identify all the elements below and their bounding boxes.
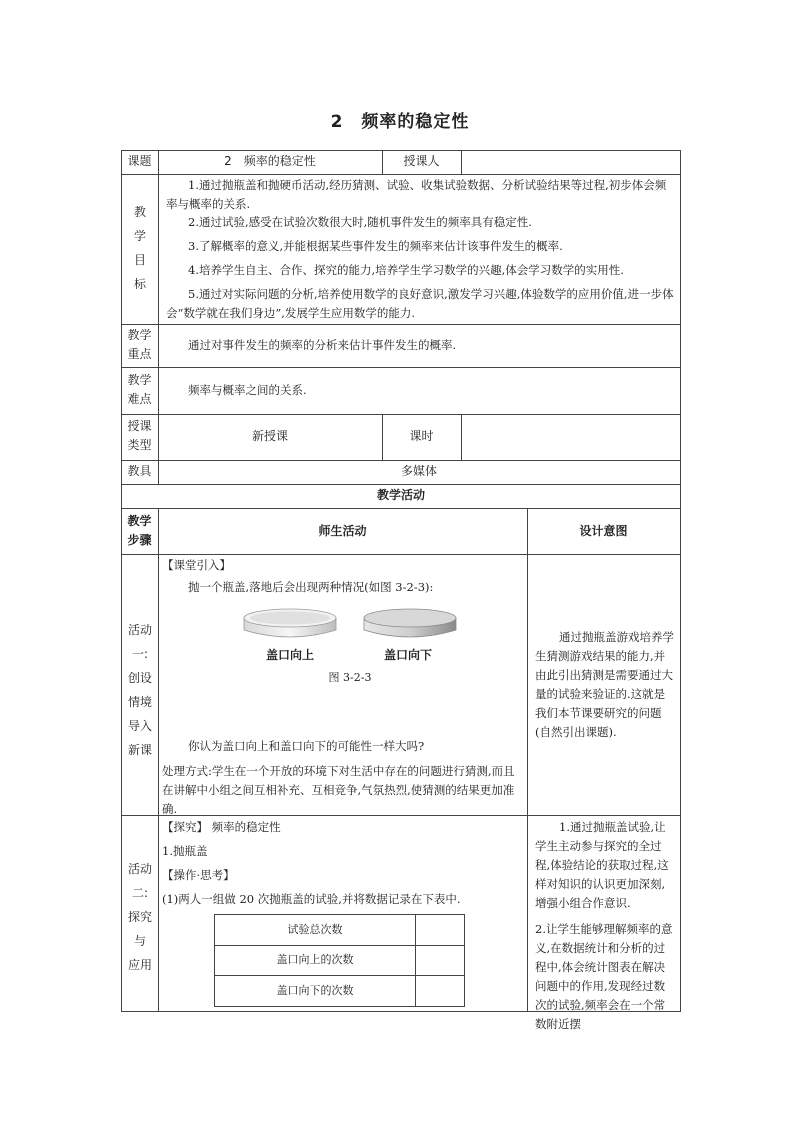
activity2-label: 活动 二: 探究 与 应用 <box>127 862 152 972</box>
goal-item-5: 5.通过对实际问题的分析,培养使用数学的良好意识,激发学习兴趣,体验数学的应用价值,进一步体会“数学就在我们身边”,发展学生应用数学的能力. <box>166 287 674 320</box>
activity1-question: 你认为盖口向上和盖口向下的可能性一样大吗? <box>188 739 425 753</box>
activity1-intro: 抛一个瓶盖,落地后会出现两种情况(如图 3-2-3): <box>188 580 434 594</box>
col-intent-header: 设计意图 <box>579 524 628 538</box>
activity2-task: (1)两人一组做 20 次抛瓶盖的试验,并将数据记录在下表中. <box>162 892 461 906</box>
activity2-section-tag: 【探究】 频率的稳定性 <box>162 820 281 834</box>
period-label: 课时 <box>409 429 434 443</box>
record-row-up: 盖口向上的次数 <box>276 953 354 966</box>
key-points-value: 通过对事件发生的频率的分析来估计事件发生的概率. <box>188 338 457 352</box>
activities-header: 教学活动 <box>376 488 425 502</box>
activity1-method: 处理方式:学生在一个开放的环境下对生活中存在的问题进行猜测,而且在讲解中小组之间互相补充、互相竞争,气氛热烈,使猜测的结果更加准确. <box>162 764 515 816</box>
fig-caption-down: 盖口向下 <box>383 648 432 662</box>
page-title: 2 频率的稳定性 <box>330 112 470 132</box>
lesson-type-label: 授课 类型 <box>127 419 152 452</box>
activity2-intent2: 2.让学生能够理解频率的意义,在数据统计和分析的过程中,体会统计图表在解决问题中的作用,发现经过数次的试验,频率会在一个常数附近摆 <box>535 922 673 1031</box>
tools-label: 教具 <box>127 464 152 478</box>
activity2-sub2: 【操作·思考】 <box>162 868 235 882</box>
steps-label: 教学 步骤 <box>127 514 152 547</box>
goals-label: 教 学 目 标 <box>133 205 146 291</box>
activity2-sub1: 1.抛瓶盖 <box>162 844 208 858</box>
goal-item-1: 1.通过抛瓶盖和抛硬币活动,经历猜测、试验、收集试验数据、分析试验结果等过程,初步体会频率与概率的关系. <box>166 178 667 211</box>
col-teacher-header: 师生活动 <box>318 524 367 538</box>
activity1-label: 活动 一: 创设 情境 导入 新课 <box>127 623 152 757</box>
difficulties-value: 频率与概率之间的关系. <box>188 383 307 397</box>
record-row-down: 盖口向下的次数 <box>276 984 354 997</box>
goal-item-3: 3.了解概率的意义,并能根据某些事件发生的频率来估计该事件发生的概率. <box>188 239 563 253</box>
cap-up-icon <box>240 606 340 644</box>
activity1-intent: 通过抛瓶盖游戏培养学生猜测游戏结果的能力,并由此引出猜测是需要通过大量的试验来验证的.这就是我们本节课要研究的问题(自然引出课题). <box>535 630 674 739</box>
teacher-label: 授课人 <box>403 154 440 168</box>
cap-down-icon <box>360 606 460 644</box>
goal-item-4: 4.培养学生自主、合作、探究的能力,培养学生学习数学的兴趣,体会学习数学的实用性. <box>188 263 624 277</box>
record-row-total: 试验总次数 <box>287 923 343 936</box>
topic-value: 2 频率的稳定性 <box>224 154 316 168</box>
difficulties-label: 教学 难点 <box>127 373 152 406</box>
activity1-section-tag: 【课堂引入】 <box>162 558 231 572</box>
record-table <box>214 914 465 1007</box>
goal-item-2: 2.通过试验,感受在试验次数很大时,随机事件发生的频率具有稳定性. <box>188 215 532 229</box>
topic-label: 课题 <box>127 154 152 168</box>
key-points-label: 教学 重点 <box>127 328 152 361</box>
lesson-type-value: 新授课 <box>251 429 288 443</box>
fig-label: 图 3-2-3 <box>328 671 372 684</box>
fig-caption-up: 盖口向上 <box>265 648 314 662</box>
tools-value: 多媒体 <box>400 464 437 478</box>
activity2-intent1: 1.通过抛瓶盖试验,让学生主动参与探究的全过程,体验结论的获取过程,这样对知识的认识更加深刻,增强小组合作意识. <box>535 820 669 910</box>
